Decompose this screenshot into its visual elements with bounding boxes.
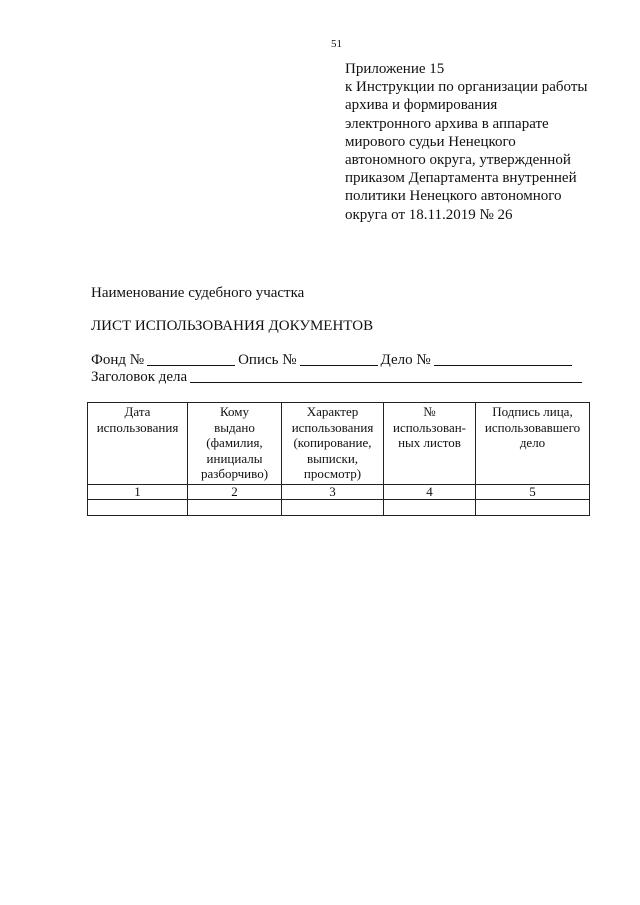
header-line: Подпись лица, [492,404,573,419]
header-line: просмотр) [303,466,362,482]
header-usage-type [282,403,384,485]
header-line: разборчиво) [200,466,269,482]
delo-label: Дело № [380,352,431,368]
header-line: № [423,404,436,419]
column-number: 2 [188,485,282,500]
header-line: выписки, [306,450,359,466]
heading-blank[interactable] [190,368,582,383]
column-number: 3 [282,485,384,500]
heading-line [91,368,585,386]
header-line: Кому [219,404,249,419]
header-row [88,403,590,485]
table-cell[interactable] [384,500,476,516]
appendix-line: Приложение 15 [345,61,445,77]
delo-blank[interactable] [434,351,572,366]
document-title: ЛИСТ ИСПОЛЬЗОВАНИЯ ДОКУМЕНТОВ [91,318,374,334]
table-cell[interactable] [282,500,384,516]
header-line: использован- [392,419,466,435]
header-line: (копирование, [293,435,372,451]
court-site-label: Наименование судебного участка [91,285,305,301]
appendix-line: политики Ненецкого автономного [345,188,562,205]
opis-label: Опись № [238,352,297,368]
header-line: использовавшего [484,419,581,435]
column-number: 4 [384,485,476,500]
header-line: выдано [214,419,255,435]
appendix-line: архива и формирования [345,97,498,114]
column-number-row [88,485,590,500]
page-number: 51 [331,38,342,50]
header-line: дело [519,435,546,451]
appendix-line: округа от 18.11.2019 № 26 [345,206,513,223]
header-line: ных листов [398,435,461,451]
table-cell[interactable] [88,500,188,516]
appendix-line: электронного архива в аппарате [345,115,549,132]
column-number: 1 [88,485,188,500]
header-line: (фамилия, [206,435,263,451]
fond-label: Фонд № [91,352,145,368]
appendix-line: приказом Департамента внутренней [345,170,577,187]
header-date [88,403,188,485]
heading-label: Заголовок дела [91,369,188,385]
header-line: использования [96,419,179,435]
fond-opis-delo-line [91,351,575,369]
header-line: использования [291,419,374,435]
appendix-block [345,60,605,224]
opis-blank[interactable] [300,351,378,366]
appendix-line: автономного округа, утвержденной [345,152,571,169]
header-sheet-numbers [384,403,476,485]
appendix-line: мирового судьи Ненецкого [345,133,516,150]
fond-blank[interactable] [147,351,235,366]
table-row [88,500,590,516]
table-cell[interactable] [476,500,590,516]
header-line: Характер [306,404,359,419]
usage-table [87,402,590,516]
header-line: инициалы [206,450,263,466]
header-line: Дата [124,404,151,419]
header-signature [476,403,590,485]
table-cell[interactable] [188,500,282,516]
column-number: 5 [476,485,590,500]
header-issued-to [188,403,282,485]
appendix-line: к Инструкции по организации работы [345,79,588,96]
